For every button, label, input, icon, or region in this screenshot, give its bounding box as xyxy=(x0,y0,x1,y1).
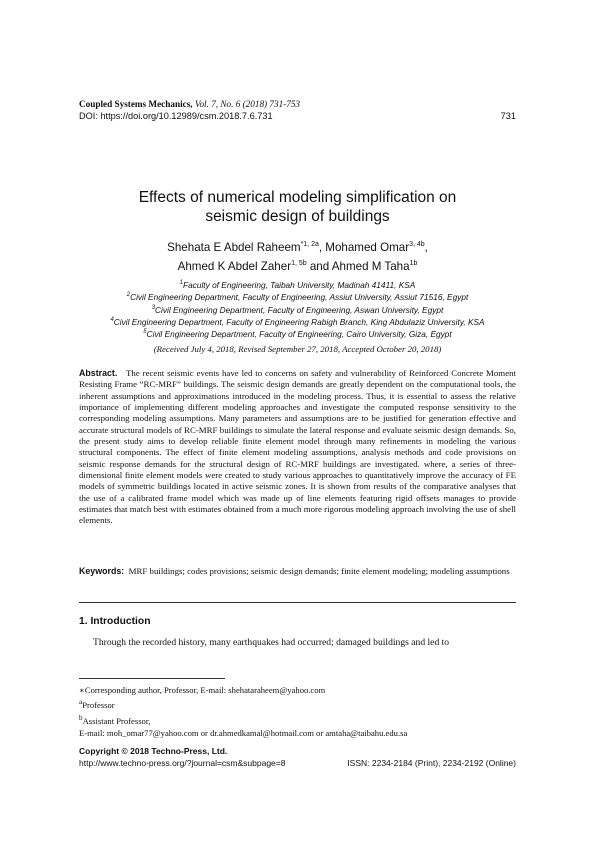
author-3-sup: 1, 5b xyxy=(291,259,307,267)
affiliation-5 xyxy=(60,327,535,339)
affiliation-2 xyxy=(60,290,535,302)
affiliation-1-sup: 1 xyxy=(179,280,184,286)
footnote-b xyxy=(79,712,516,727)
title-line-2: seismic design of buildings xyxy=(205,208,390,225)
author-4: and Ahmed M Taha xyxy=(306,259,410,273)
keywords-text: MRF buildings; codes provisions; seismic design demands; finite element modeling; modeling assumptions xyxy=(128,566,510,576)
affiliation-1-text: Faculty of Engineering, Taibah University, Madinah 41411, KSA xyxy=(183,279,416,290)
footnote-emails: E-mail: moh_omar77@yahoo.com or dr.ahmedkamal@hotmail.com or amtaha@taibahu.edu.sa xyxy=(79,727,408,738)
journal-url[interactable]: http://www.techno-press.org/?journal=csm&subpage=8 xyxy=(79,757,286,768)
affiliation-4-sup: 4 xyxy=(110,316,114,323)
paper-title xyxy=(79,188,516,226)
issn: ISSN: 2234-2184 (Print), 2234-2192 (Online) xyxy=(347,757,516,768)
author-1-sup: *1, 2a xyxy=(300,241,319,248)
footnote-b-text: Assistant Professor, xyxy=(82,715,151,726)
author-3: Ahmed K Abdel Zaher xyxy=(177,259,292,273)
footnote-b-sup: b xyxy=(79,713,83,722)
footnote-a-sup: a xyxy=(79,698,83,707)
footnote-corresponding: ∗Corresponding author, Professor, E-mail: shehataraheem@yahoo.com xyxy=(79,685,326,695)
affiliation-3 xyxy=(60,303,535,315)
keywords xyxy=(79,566,516,578)
affiliation-5-text: Civil Engineering Department, Faculty of Engineering, Cairo University, Giza, Egypt xyxy=(146,328,452,339)
doi[interactable]: DOI: https://doi.org/10.12989/csm.2018.7.6.731 xyxy=(79,111,273,121)
abstract-text: The recent seismic events have led to concerns on safety and vulnerability of Reinforced Concrete Moment Resisting Frame “RC-MRF” buildings. The seismic design demands are greatly dependent on the computational tools, the inherent assumptions and approximations introduced in the modeling process. Thus, it is essential to assess the relative importance of implementing different modeling approaches and investigate the computed response sensitivity to the corresponding modeling assumptions. Many parameters and assumptions are to be justified for generation effective and accurate structural models of RC-MRF buildings to simulate the lateral response and evaluate seismic design demands. So, the present study aims to develop reliable finite element model through many refinements in modeling the various structural components. The effect of finite element modeling assumptions, analysis methods and code provisions on seismic response demands for the structural design of RC-MRF buildings are investigated. where, a series of three-dimensional finite element models were created to study various approaches to quantitatively improve the accuracy of FE models of symmetric buildings located in active seismic zones. It is shown from results of the comparative analyses that the use of a calibrated frame model which was made up of line elements featuring rigid offsets manages to provide estimates that match best with estimates obtained from a much more rigorous modeling approach involving the use of shell elements. xyxy=(79,368,516,526)
author-1: Shehata E Abdel Raheem xyxy=(167,240,301,254)
footnotes xyxy=(79,684,516,739)
copyright: Copyright © 2018 Techno-Press, Ltd. xyxy=(79,746,228,756)
affiliation-3-text: Civil Engineering Department, Faculty of Engineering, Aswan University, Egypt xyxy=(155,304,444,315)
affiliation-4-text: Civil Engineering Department, Faculty of Engineering Rabigh Branch, King Abdulaziz University, KSA xyxy=(113,316,485,327)
footnote-a xyxy=(79,696,516,711)
affiliation-5-sup: 5 xyxy=(143,329,147,336)
author-list xyxy=(79,237,516,275)
author-4-sup: 1b xyxy=(409,259,418,267)
affiliations xyxy=(60,278,535,339)
author-2: , Mohamed Omar xyxy=(318,240,410,254)
section-heading: 1. Introduction xyxy=(79,616,151,627)
author-separator: , xyxy=(424,240,428,254)
journal-name: Coupled Systems Mechanics, xyxy=(79,99,193,109)
page-number: 731 xyxy=(500,111,516,121)
footnote-divider xyxy=(79,678,225,679)
section-divider xyxy=(79,602,516,603)
abstract-label: Abstract. xyxy=(79,368,118,378)
affiliation-4 xyxy=(60,315,535,327)
received-dates: (Received July 4, 2018, Revised September 27, 2018, Accepted October 20, 2018) xyxy=(153,344,442,354)
footnote-a-text: Professor xyxy=(82,700,115,711)
affiliation-3-sup: 3 xyxy=(151,304,156,311)
affiliation-2-text: Civil Engineering Department, Faculty of Engineering, Assiut University, Assiut 71516, Egypt xyxy=(130,292,469,303)
journal-volume: Vol. 7, No. 6 (2018) 731-753 xyxy=(192,99,301,109)
keywords-label: Keywords: xyxy=(79,566,125,576)
author-2-sup: 3, 4b xyxy=(409,241,425,248)
title-line-1: Effects of numerical modeling simplification on xyxy=(138,189,457,206)
affiliation-2-sup: 2 xyxy=(126,292,131,299)
abstract xyxy=(79,368,516,527)
page-footer xyxy=(79,746,516,769)
journal-header xyxy=(79,98,516,122)
intro-paragraph: Through the recorded history, many earthquakes had occurred; damaged buildings and led to xyxy=(93,637,450,648)
affiliation-1 xyxy=(60,278,535,290)
